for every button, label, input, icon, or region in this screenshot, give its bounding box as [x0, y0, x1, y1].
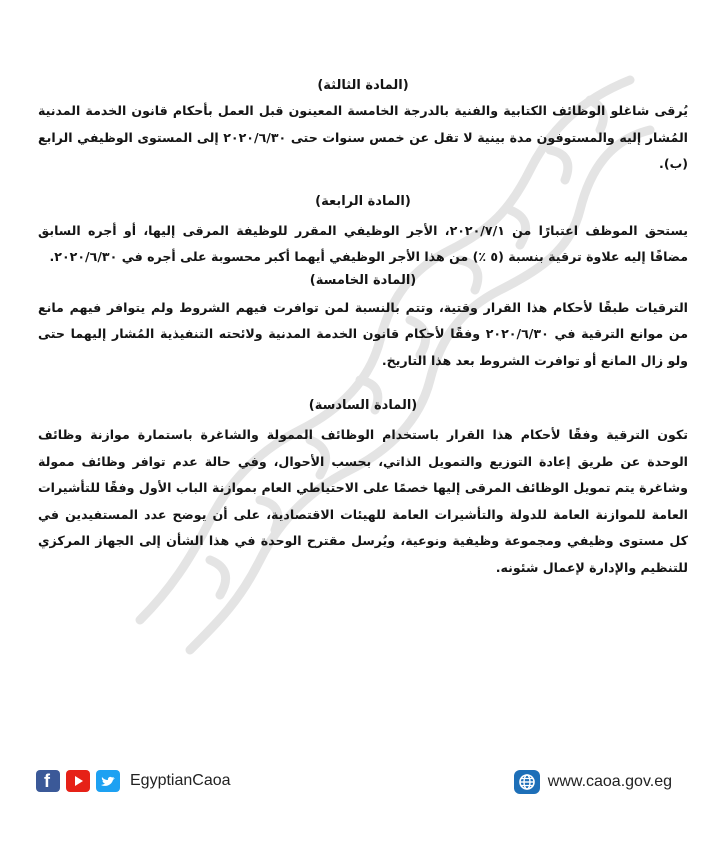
- twitter-icon[interactable]: [96, 770, 120, 792]
- article-4-heading: (المادة الرابعة): [315, 193, 411, 209]
- article-5-text: الترقيات طبقًا لأحكام هذا القرار وقتية، وتتم بالنسبة لمن توافرت فيهم الشروط ولم يتوافر فيهم مانع من موانع الترقية في ٢٠٢٠/٦/٣٠ وفقًا لأحكام قانون الخدمة المدنية ولائحته التنفيذية المُشار إليهما حتى ولو زال المانع أو توافرت الشروط بعد هذا التاريخ.: [38, 299, 688, 368]
- document-body: [38, 62, 688, 581]
- article-5-heading: (المادة الخامسة): [309, 272, 417, 288]
- website-url[interactable]: www.caoa.gov.eg: [547, 773, 672, 790]
- website-link[interactable]: [514, 770, 672, 794]
- article-3-heading: (المادة الثالثة): [317, 78, 409, 93]
- article-3-text: يُرقى شاغلو الوظائف الكتابية والفنية بالدرجة الخامسة المعينون قبل العمل بأحكام قانون الخدمة المدنية المُشار إليه والمستوفون مدة بينية لا تقل عن خمس سنوات حتى ٢٠٢٠/٦/٣٠ إلى المستوى الوظيفي الرابع (ب).: [38, 103, 688, 171]
- social-handle[interactable]: EgyptianCaoa: [130, 772, 231, 789]
- article-6-heading: (المادة السادسة): [308, 398, 418, 413]
- youtube-icon[interactable]: [66, 770, 90, 792]
- facebook-icon[interactable]: f: [36, 770, 60, 792]
- footer: [0, 760, 720, 800]
- article-6-text: تكون الترقية وفقًا لأحكام هذا القرار باستخدام الوظائف الممولة والشاغرة باستمارة موازنة وظائف الوحدة عن طريق إعادة التوزيع والتمويل الذاتي، بحسب الأحوال، وفي حالة عدم توافر وظائف ممولة وشاغرة يتم تمويل الوظائف المرقى إليها خصمًا على الاحتياطي العام بموازنة الباب الأول وفقًا للتأشيرات العامة للموازنة العامة للدولة والتأشيرات العامة للهيئات الاقتصادية، على أن يوضح عدد المستفيدين في كل مستوى وظيفي ومجموعة وظيفية ونوعية، ويُرسل مقترح الوحدة في هذا الشأن إلى الجهاز المركزي للتنظيم والإدارة لإعمال شئونه.: [38, 427, 688, 575]
- globe-icon: [514, 770, 540, 794]
- social-links: [36, 770, 231, 792]
- article-4-text: يستحق الموظف اعتبارًا من ٢٠٢٠/٧/١، الأجر الوظيفي المقرر للوظيفة المرقى إليها، أو أجره السابق مضافًا إليه علاوة ترقية بنسبة (٥ ٪) من هذا الأجر الوظيفي أيهما أكبر محسوبة على أجره في ٢٠٢٠/٦/٣٠.: [38, 222, 688, 264]
